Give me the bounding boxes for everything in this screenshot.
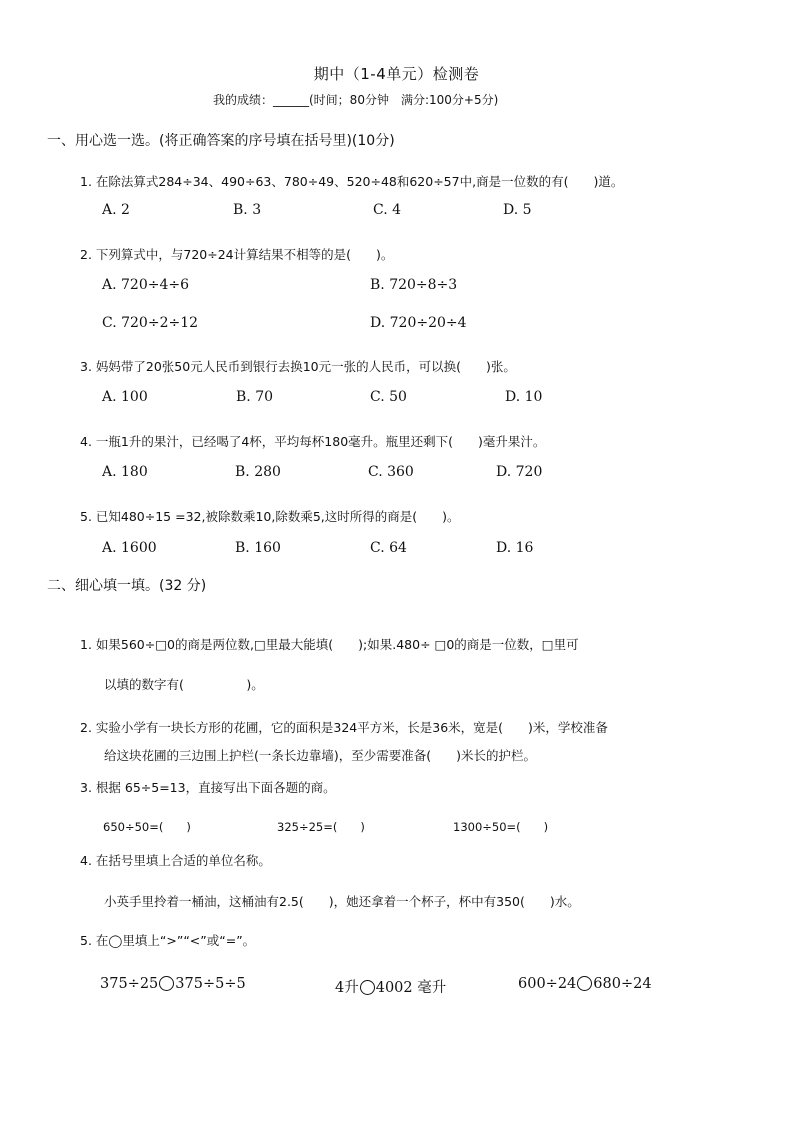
answer-circle[interactable] [159, 976, 174, 991]
compare-item [518, 976, 652, 992]
option-b: B. 160 [235, 540, 281, 556]
question-line: 小英手里拎着一桶油，这桶油有2.5( )，她还拿着一个杯子，杯中有350( )水。 [104, 894, 580, 909]
question-stem: 2. 实验小学有一块长方形的花圃，它的面积是324平方米，长是36米，宽是( )米，学校准备 [80, 720, 608, 735]
compare-right: 680÷24 [593, 976, 652, 992]
question-stem: 2. 下列算式中，与720÷24计算结果不相等的是( )。 [80, 247, 394, 262]
option-c: C. 720÷2÷12 [102, 315, 199, 331]
option-d: D. 720 [496, 464, 543, 480]
compare-right: 4002 毫升 [375, 980, 447, 996]
compare-item [335, 976, 446, 997]
option-d: D. 720÷20÷4 [370, 315, 467, 331]
compare-left: 4升 [335, 980, 359, 996]
compare-item [100, 976, 246, 992]
page-subtitle: 我的成绩：______(时间；80分钟 满分:100分+5分) [213, 93, 499, 107]
option-b: B. 3 [233, 202, 262, 218]
option-c: C. 64 [370, 540, 407, 556]
question-stem: 3. 妈妈带了20张50元人民币到银行去换10元一张的人民币，可以换( )张。 [80, 359, 516, 374]
question-stem: 1. 在除法算式284÷34、490÷63、780÷49、520÷48和620÷57中,商是一位数的有( )道。 [80, 174, 624, 189]
fill-item: 650÷50=( ) [103, 820, 191, 834]
compare-left: 375÷25 [100, 976, 159, 992]
option-d: D. 5 [503, 202, 532, 218]
question-stem-continued: 给这块花圃的三边围上护栏(一条长边靠墙)，至少需要准备( )米长的护栏。 [104, 748, 537, 763]
option-a: A. 2 [102, 202, 130, 218]
option-c: C. 360 [368, 464, 414, 480]
answer-circle[interactable] [577, 976, 592, 991]
question-stem: 5. 在◯里填上“>”“<”或“=”。 [80, 933, 256, 948]
fill-item: 1300÷50=( ) [453, 820, 549, 834]
option-b: B. 70 [236, 389, 274, 405]
option-a: A. 1600 [102, 540, 157, 556]
option-b: B. 280 [235, 464, 281, 480]
compare-right: 375÷5÷5 [175, 976, 246, 992]
fill-item: 325÷25=( ) [277, 820, 365, 834]
option-a: A. 720÷4÷6 [102, 277, 190, 293]
question-stem: 4. 在括号里填上合适的单位名称。 [80, 853, 271, 868]
question-stem: 1. 如果560÷□0的商是两位数,□里最大能填( );如果.480÷ □0的商是一位数，□里可 [80, 637, 579, 652]
option-c: C. 4 [373, 202, 402, 218]
option-b: B. 720÷8÷3 [370, 277, 458, 293]
compare-left: 600÷24 [518, 976, 577, 992]
section2-heading: 二、细心填一填。(32 分) [47, 578, 207, 594]
question-stem-continued: 以填的数字有( )。 [104, 677, 264, 692]
page-title: 期中（1-4单元）检测卷 [313, 65, 480, 83]
option-c: C. 50 [370, 389, 407, 405]
answer-circle[interactable] [360, 980, 375, 995]
option-a: A. 100 [102, 389, 148, 405]
option-d: D. 10 [505, 389, 543, 405]
option-d: D. 16 [496, 540, 534, 556]
question-stem: 4. 一瓶1升的果汁，已经喝了4杯，平均每杯180毫升。瓶里还剩下( )毫升果汁。 [80, 434, 546, 449]
option-a: A. 180 [102, 464, 148, 480]
question-stem: 5. 已知480÷15 =32,被除数乘10,除数乘5,这时所得的商是( )。 [80, 509, 460, 524]
question-stem: 3. 根据 65÷5=13，直接写出下面各题的商。 [80, 780, 336, 795]
section1-heading: 一、用心选一选。(将正确答案的序号填在括号里)(10分) [47, 133, 395, 149]
